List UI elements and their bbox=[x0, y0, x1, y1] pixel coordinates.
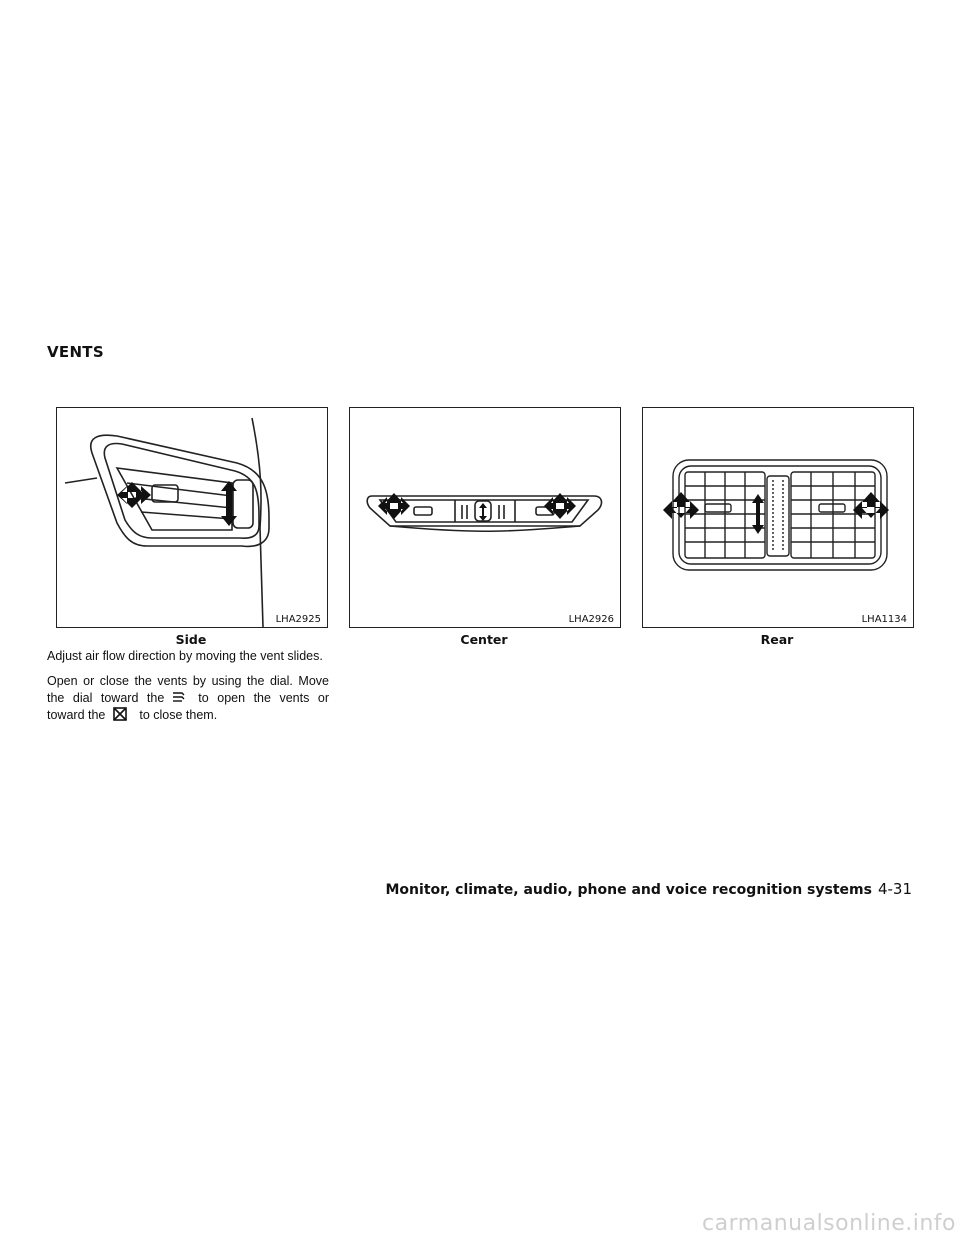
footer-section-title: Monitor, climate, audio, phone and voice recognition systems bbox=[385, 882, 872, 898]
paragraph-open-close bbox=[47, 673, 329, 724]
page-number: 4-31 bbox=[877, 880, 912, 898]
center-vent-illustration bbox=[350, 408, 620, 627]
figure-side-vent bbox=[56, 407, 328, 628]
side-vent-illustration bbox=[57, 408, 327, 627]
paragraph-text: to open the vents or toward the bbox=[47, 691, 329, 722]
figure-center-vent bbox=[349, 407, 621, 628]
move-arrows-icon bbox=[663, 492, 699, 519]
section-title: VENTS bbox=[47, 343, 104, 361]
watermark: carmanualsonline.info bbox=[702, 1211, 956, 1236]
vent-open-icon bbox=[170, 690, 188, 704]
figure-code: LHA2925 bbox=[275, 614, 321, 625]
figure-rear-vent bbox=[642, 407, 914, 628]
figure-caption-rear: Rear bbox=[760, 632, 794, 647]
updown-arrow-icon bbox=[479, 503, 487, 521]
rear-vent-illustration bbox=[643, 408, 913, 627]
move-arrows-icon bbox=[378, 493, 410, 519]
paragraph-text: Open or close the vents by using the dial. Move the dial toward the bbox=[47, 674, 329, 705]
figure-caption-center: Center bbox=[460, 632, 508, 647]
figure-code: LHA1134 bbox=[861, 614, 907, 625]
figure-code: LHA2926 bbox=[568, 614, 614, 625]
move-arrows-icon bbox=[853, 492, 889, 519]
paragraph-text: to close them. bbox=[139, 708, 218, 722]
body-text bbox=[47, 648, 329, 732]
figure-caption-side: Side bbox=[175, 632, 207, 647]
paragraph-adjust: Adjust air flow direction by moving the vent slides. bbox=[47, 649, 323, 663]
vent-closed-icon bbox=[111, 707, 129, 721]
updown-arrow-icon bbox=[221, 481, 237, 526]
page-footer bbox=[386, 880, 913, 898]
